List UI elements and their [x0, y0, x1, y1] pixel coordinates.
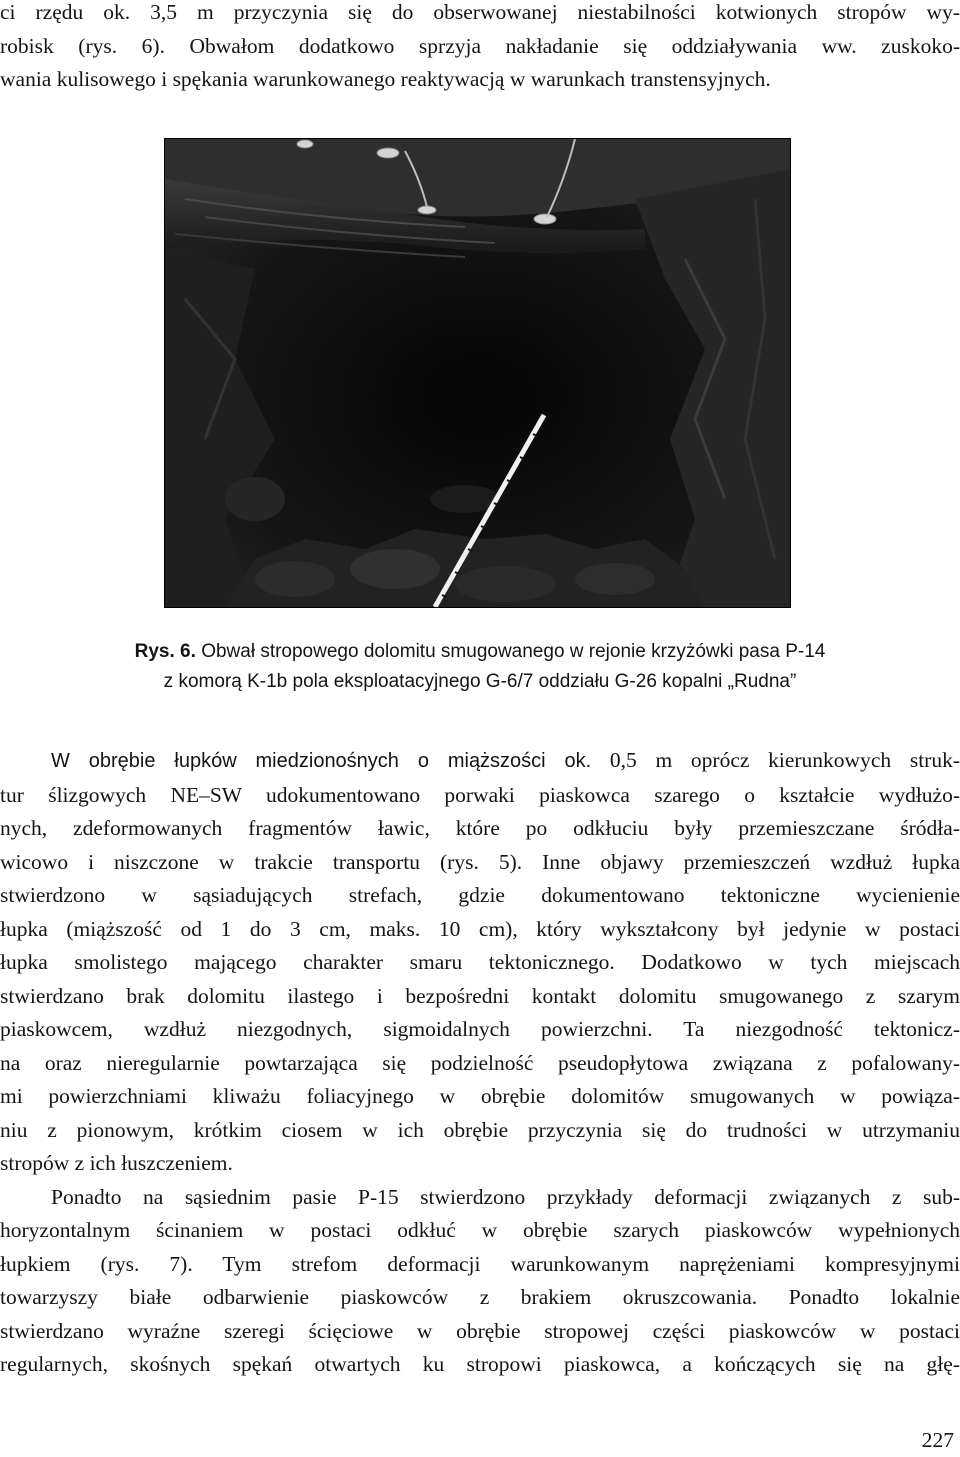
text-line: Ponadto na sąsiednim pasie P-15 stwierdzono przykłady deformacji związanych z sub- — [51, 1184, 960, 1209]
text-line: ci rzędu ok. 3,5 m przyczynia się do obserwowanej niestabilności kotwionych stropów wy- — [0, 0, 960, 24]
body-text — [0, 744, 960, 1382]
text-line: stwierdzano wyraźne szeregi ścięciowe w obrębie stropowej części piaskowców w postaci — [0, 1318, 960, 1343]
text-line: łupkiem (rys. 7). Tym strefom deformacji warunkowanym naprężeniami kompresyjnymi — [0, 1251, 960, 1276]
text-line: robisk (rys. 6). Obwałom dodatkowo sprzyja nakładanie się oddziaływania ww. zuskoko- — [0, 33, 960, 58]
caption-line-2: z komorą K-1b pola eksploatacyjnego G-6/7 oddziału G-26 kopalni „Rudna” — [163, 671, 797, 692]
text-line: nych, zdeformowanych fragmentów ławic, które po odkłuciu były przemieszczane śródła- — [0, 816, 960, 840]
text-line — [0, 744, 960, 779]
text-line: towarzyszy białe odbarwienie piaskowców z brakiem okruszcowania. Ponadto lokalnie — [0, 1285, 960, 1309]
text-line: łupka smolistego mającego charakter smaru tektonicznego. Dodatkowo w tych miejscach — [0, 950, 960, 974]
text-line: piaskowcem, wzdłuż niezgodnych, sigmoidalnych powierzchni. Ta niezgodność tektonicz- — [0, 1017, 960, 1041]
text-line: mi powierzchniami kliważu foliacyjnego w obrębie dolomitów smugowanych w powiąza- — [0, 1084, 960, 1108]
caption-text-1: Obwał stropowego dolomitu smugowanego w rejonie krzyżówki pasa P-14 — [201, 641, 826, 662]
text-segment-serif: 0,5 m oprócz kierunkowych struk- — [591, 748, 960, 772]
page-number: 227 — [921, 1428, 954, 1452]
text-line: regularnych, skośnych spękań otwartych ku stropowi piaskowca, a kończących się na głę- — [0, 1352, 960, 1376]
text-line: wania kulisowego i spękania warunkowanego reaktywacją w warunkach transtensyjnych. — [0, 67, 771, 91]
text-line: horyzontalnym ścinaniem w postaci odkłuć w obrębie szarych piaskowców wypełnionych — [0, 1218, 960, 1242]
intro-paragraph — [0, 0, 960, 97]
text-line: niu z pionowym, krótkim ciosem w ich obrębie przyczynia się do trudności w utrzymaniu — [0, 1117, 960, 1142]
figure-photo — [164, 138, 791, 608]
text-line: łupka (miąższość od 1 do 3 cm, maks. 10 cm), który wykształcony był jedynie w postaci — [0, 916, 960, 941]
text-line: tur ślizgowych NE–SW udokumentowano porwaki piaskowca szarego o kształcie wydłużo- — [0, 782, 960, 807]
caption-label: Rys. 6. — [134, 641, 196, 662]
figure-caption — [0, 637, 960, 697]
text-line: stropów z ich łuszczeniem. — [0, 1151, 233, 1175]
roof-collapse-photo — [165, 139, 791, 608]
text-segment-sans: W obrębie łupków miedzionośnych o miąższości ok. — [51, 750, 592, 772]
text-line: wicowo i niszczone w trakcie transportu (rys. 5). Inne objawy przemieszczeń wzdłuż łupka — [0, 849, 960, 874]
text-line: na oraz nieregularnie powtarzająca się podzielność pseudopłytowa związana z pofalowany- — [0, 1050, 960, 1075]
text-line: stwierdzono w sąsiadujących strefach, gdzie dokumentowano tektoniczne wycienienie — [0, 883, 960, 907]
caption-line-1 — [0, 637, 960, 667]
text-line: stwierdzano brak dolomitu ilastego i bezpośredni kontakt dolomitu smugowanego z szarym — [0, 983, 960, 1008]
